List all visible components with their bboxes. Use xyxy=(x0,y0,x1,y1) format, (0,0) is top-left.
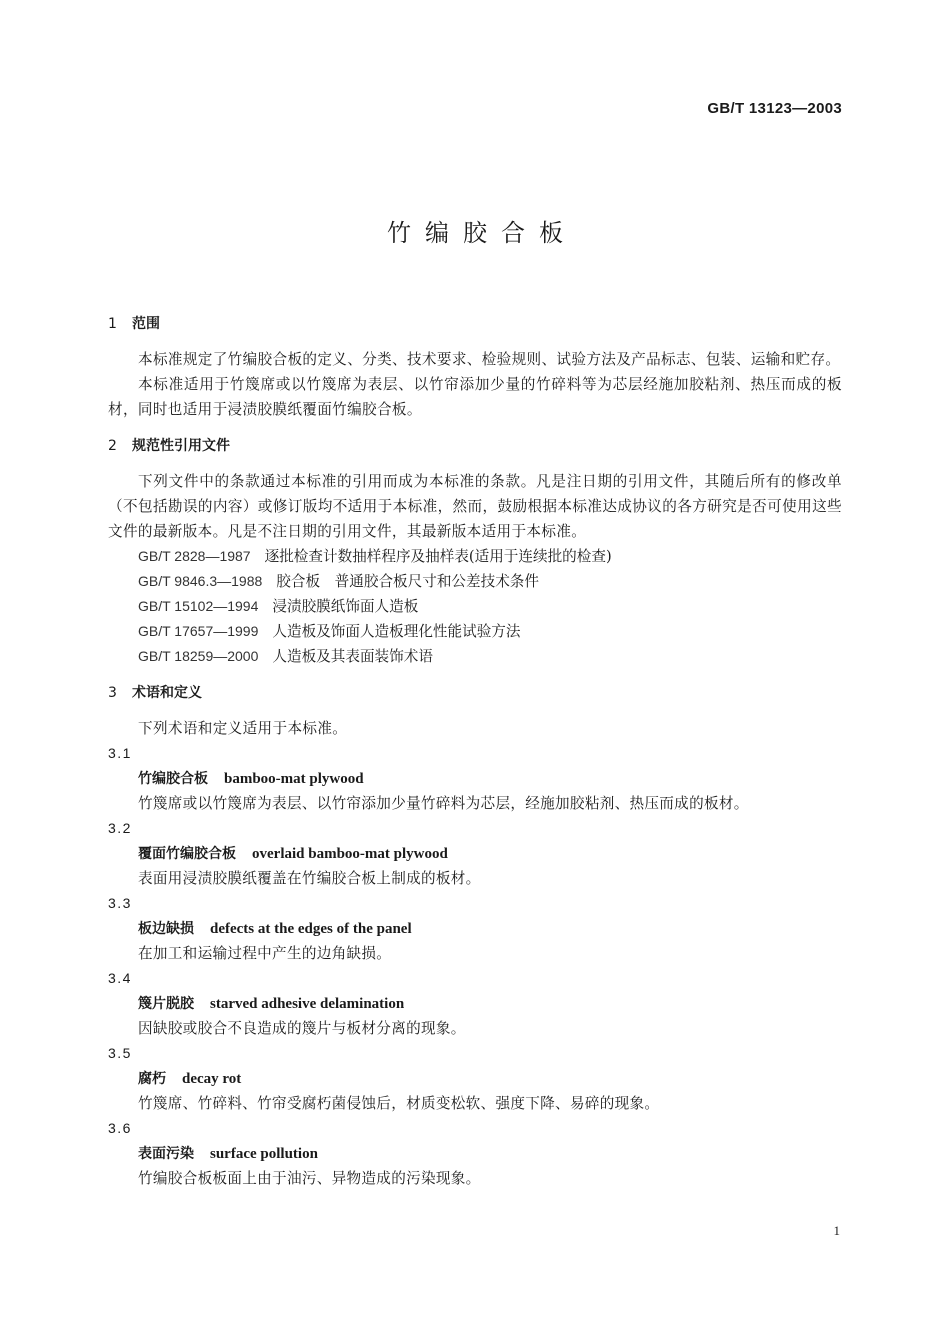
section-1-heading xyxy=(108,312,842,337)
term-definition: 竹篾席、竹碎料、竹帘受腐朽菌侵蚀后，材质变松软、强度下降、易碎的现象。 xyxy=(138,1095,660,1112)
reference-title: 胶合板 普通胶合板尺寸和公差技术条件 xyxy=(276,573,539,590)
section-number: 1 xyxy=(108,316,117,332)
term-definition: 竹编胶合板板面上由于油污、异物造成的污染现象。 xyxy=(138,1170,481,1187)
paragraph: 本标准规定了竹编胶合板的定义、分类、技术要求、检验规则、试验方法及产品标志、包装、运输和贮存。 xyxy=(138,351,841,368)
term-number: 3.4 xyxy=(108,970,132,986)
reference-code: GB/T 17657—1999 xyxy=(138,623,259,639)
term-definition: 竹篾席或以竹篾席为表层、以竹帘添加少量竹碎料为芯层，经施加胶粘剂、热压而成的板材。 xyxy=(138,795,749,812)
reference-title: 逐批检查计数抽样程序及抽样表(适用于连续批的检查) xyxy=(264,548,612,565)
page-number: 1 xyxy=(833,1223,840,1238)
term-chinese: 篾片脱胶 xyxy=(138,996,194,1012)
term-chinese: 板边缺损 xyxy=(138,921,194,937)
reference-title: 人造板及其表面装饰术语 xyxy=(272,648,433,665)
standard-code: GB/T 13123—2003 xyxy=(707,100,842,117)
reference-code: GB/T 2828—1987 xyxy=(138,548,251,564)
term-number: 3.1 xyxy=(108,745,132,761)
reference-item xyxy=(108,544,842,569)
reference-title: 人造板及饰面人造板理化性能试验方法 xyxy=(272,623,521,640)
term-heading xyxy=(108,1066,842,1091)
term-english: defects at the edges of the panel xyxy=(210,921,412,937)
paragraph: 本标准适用于竹篾席或以竹篾席为表层、以竹帘添加少量的竹碎料等为芯层经施加胶粘剂、热压而成的板材，同时也适用于浸渍胶膜纸覆面竹编胶合板。 xyxy=(108,376,842,418)
term-heading xyxy=(108,991,842,1016)
reference-title: 浸渍胶膜纸饰面人造板 xyxy=(272,598,419,615)
reference-code: GB/T 15102—1994 xyxy=(138,598,259,614)
section-3-heading xyxy=(108,681,842,706)
term-number: 3.3 xyxy=(108,895,132,911)
term-number: 3.2 xyxy=(108,820,132,836)
term-english: decay rot xyxy=(182,1071,242,1087)
term-english: bamboo-mat plywood xyxy=(224,771,364,787)
term-english: overlaid bamboo-mat plywood xyxy=(252,846,448,862)
term-heading xyxy=(108,916,842,941)
term-definition: 因缺胶或胶合不良造成的篾片与板材分离的现象。 xyxy=(138,1020,466,1037)
term-heading xyxy=(108,1141,842,1166)
paragraph: 下列文件中的条款通过本标准的引用而成为本标准的条款。凡是注日期的引用文件，其随后所有的修改单（不包括勘误的内容）或修订版均不适用于本标准，然而，鼓励根据本标准达成协议的各方研究是否可使用这些文件的最新版本。凡是不注日期的引用文件，其最新版本适用于本标准。 xyxy=(108,473,842,540)
term-chinese: 腐朽 xyxy=(138,1071,166,1087)
document-title: 竹编胶合板 xyxy=(387,219,577,247)
term-chinese: 表面污染 xyxy=(138,1146,194,1162)
reference-item xyxy=(108,569,842,594)
term-number: 3.6 xyxy=(108,1120,132,1136)
section-title: 规范性引用文件 xyxy=(132,438,230,454)
term-definition: 在加工和运输过程中产生的边角缺损。 xyxy=(138,945,392,962)
section-title: 术语和定义 xyxy=(132,685,202,701)
term-number: 3.5 xyxy=(108,1045,132,1061)
reference-item xyxy=(108,644,842,669)
term-chinese: 覆面竹编胶合板 xyxy=(138,846,236,862)
section-title: 范围 xyxy=(132,316,160,332)
section-number: 2 xyxy=(108,438,117,454)
term-chinese: 竹编胶合板 xyxy=(138,771,208,787)
term-english: starved adhesive delamination xyxy=(210,996,405,1012)
section-number: 3 xyxy=(108,685,117,701)
document-body xyxy=(108,312,842,1191)
reference-code: GB/T 18259—2000 xyxy=(138,648,259,664)
paragraph: 下列术语和定义适用于本标准。 xyxy=(138,720,348,737)
reference-code: GB/T 9846.3—1988 xyxy=(138,573,263,589)
term-definition: 表面用浸渍胶膜纸覆盖在竹编胶合板上制成的板材。 xyxy=(138,870,481,887)
term-heading xyxy=(108,841,842,866)
term-english: surface pollution xyxy=(210,1146,318,1162)
reference-item xyxy=(108,594,842,619)
section-2-heading xyxy=(108,434,842,459)
reference-item xyxy=(108,619,842,644)
term-heading xyxy=(108,766,842,791)
